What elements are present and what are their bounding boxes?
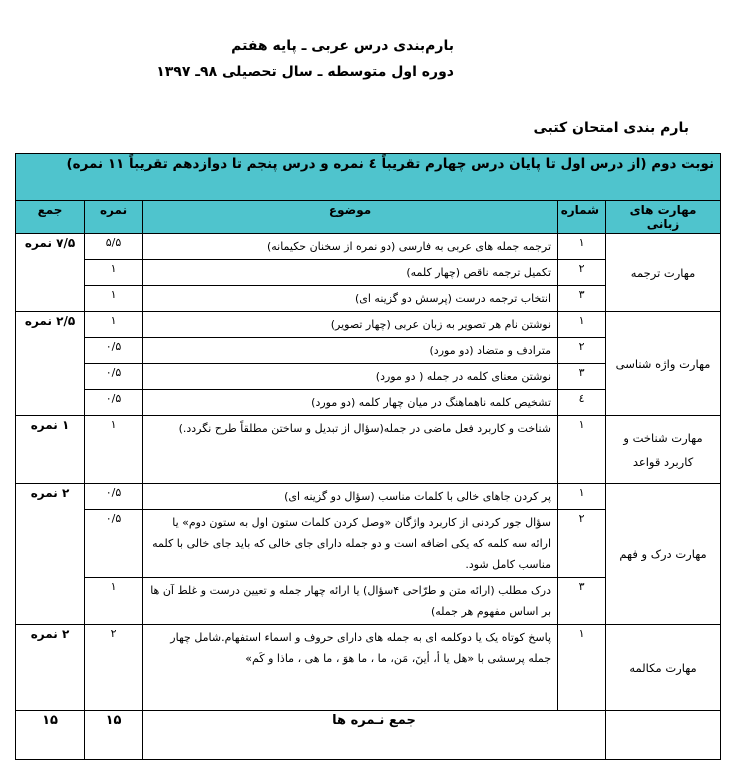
- skill-cell: مهارت واژه شناسی: [606, 312, 721, 416]
- col-header-skill: مهارت های زبانی: [606, 201, 721, 234]
- col-header-number: شماره: [558, 201, 606, 234]
- topic-cell: پاسخ کوتاه یک یا دوکلمه ای به جمله های دارای حروف و اسماء استفهام.شامل چهار جمله پرسشی با «هل یا أ، أینَ، مَن، ما ، ما هوَ ، ما هی ، ماذا و کَم»: [143, 625, 558, 711]
- row-number: ١: [558, 416, 606, 484]
- row-number: ٣: [558, 578, 606, 625]
- skill-cell: مهارت درک و فهم: [606, 484, 721, 625]
- score-cell: ۰/۵: [85, 390, 143, 416]
- document-subtitle: دوره اول متوسطه ـ سال تحصیلی ۹۸ـ ۱۳۹۷: [156, 64, 454, 80]
- topic-cell: انتخاب ترجمه درست (پرسش دو گزینه ای): [143, 286, 558, 312]
- table-row: [16, 312, 721, 338]
- score-cell: ١: [85, 416, 143, 484]
- row-number: ١: [558, 484, 606, 510]
- topic-cell: مترادف و متضاد (دو مورد): [143, 338, 558, 364]
- score-cell: ۵/۵: [85, 234, 143, 260]
- group-total-cell: ۷/۵ نمره: [16, 234, 85, 312]
- sum-score: ۱۵: [85, 711, 143, 760]
- table-banner: نوبت دوم (از درس اول تا پایان درس چهارم تقریباً ٤ نمره و درس پنجم تا دوازدهم تقریباً ١١ نمره): [16, 154, 721, 201]
- topic-cell: ترجمه جمله های عربی به فارسی (دو نمره از سخنان حکیمانه): [143, 234, 558, 260]
- row-number: ٢: [558, 510, 606, 578]
- row-number: ٤: [558, 390, 606, 416]
- topic-cell: درک مطلب (ارائه متن و طرّاحی ۴سؤال) یا ارائه چهار جمله و تعیین درست و غلط آن ها بر اساس مفهوم هر جمله): [143, 578, 558, 625]
- score-cell: ۰/۵: [85, 510, 143, 578]
- row-number: ٣: [558, 286, 606, 312]
- grading-table: [15, 153, 721, 760]
- table-row: [16, 416, 721, 484]
- sum-label: جمع نـمره ها: [143, 711, 606, 760]
- row-number: ٢: [558, 260, 606, 286]
- score-cell: ۰/۵: [85, 338, 143, 364]
- sum-empty-cell: [606, 711, 721, 760]
- skill-cell: مهارت ترجمه: [606, 234, 721, 312]
- score-cell: ١: [85, 578, 143, 625]
- row-number: ١: [558, 312, 606, 338]
- document-title: بارم‌بندی درس عربی ـ پایه هفتم: [231, 38, 454, 54]
- col-header-total: جمع: [16, 201, 85, 234]
- row-number: ٣: [558, 364, 606, 390]
- score-cell: ١: [85, 312, 143, 338]
- score-cell: ۰/۵: [85, 484, 143, 510]
- section-title: بارم بندی امتحان کتبی: [533, 120, 689, 136]
- topic-cell: شناخت و کاربرد فعل ماضی در جمله(سؤال از تبدیل و ساختن مطلقاً طرح نگردد.): [143, 416, 558, 484]
- topic-cell: پر کردن جاهای خالی با کلمات مناسب (سؤال دو گزینه ای): [143, 484, 558, 510]
- column-header-row: [16, 201, 721, 234]
- skill-cell: مهارت شناخت و کاربرد قواعد: [606, 416, 721, 484]
- table-banner-row: [16, 154, 721, 201]
- sum-total: ۱۵: [16, 711, 85, 760]
- group-total-cell: ٢ نمره: [16, 625, 85, 711]
- group-total-cell: ۲/۵ نمره: [16, 312, 85, 416]
- topic-cell: سؤال جور کردنی از کاربرد واژگان «وصل کردن کلمات ستون اول به ستون دوم» یا ارائه سه کلمه که یکی اضافه است و دو جمله دارای جای خالی که باید جای خالی با کلمه مناسب کامل شود.: [143, 510, 558, 578]
- topic-cell: تشخیص کلمه ناهماهنگ در میان چهار کلمه (دو مورد): [143, 390, 558, 416]
- table-row: [16, 625, 721, 711]
- table-row: [16, 484, 721, 510]
- group-total-cell: ١ نمره: [16, 416, 85, 484]
- score-cell: ٢: [85, 625, 143, 711]
- row-number: ٢: [558, 338, 606, 364]
- topic-cell: نوشتن معنای کلمه در جمله ( دو مورد): [143, 364, 558, 390]
- col-header-score: نمره: [85, 201, 143, 234]
- score-cell: ١: [85, 286, 143, 312]
- topic-cell: تکمیل ترجمه ناقص (چهار کلمه): [143, 260, 558, 286]
- topic-cell: نوشتن نام هر تصویر به زبان عربی (چهار تصویر): [143, 312, 558, 338]
- table-row: [16, 234, 721, 260]
- row-number: ١: [558, 234, 606, 260]
- score-cell: ۰/۵: [85, 364, 143, 390]
- row-number: ١: [558, 625, 606, 711]
- col-header-topic: موضوع: [143, 201, 558, 234]
- sum-row: [16, 711, 721, 760]
- group-total-cell: ٢ نمره: [16, 484, 85, 625]
- score-cell: ١: [85, 260, 143, 286]
- skill-cell: مهارت مکالمه: [606, 625, 721, 711]
